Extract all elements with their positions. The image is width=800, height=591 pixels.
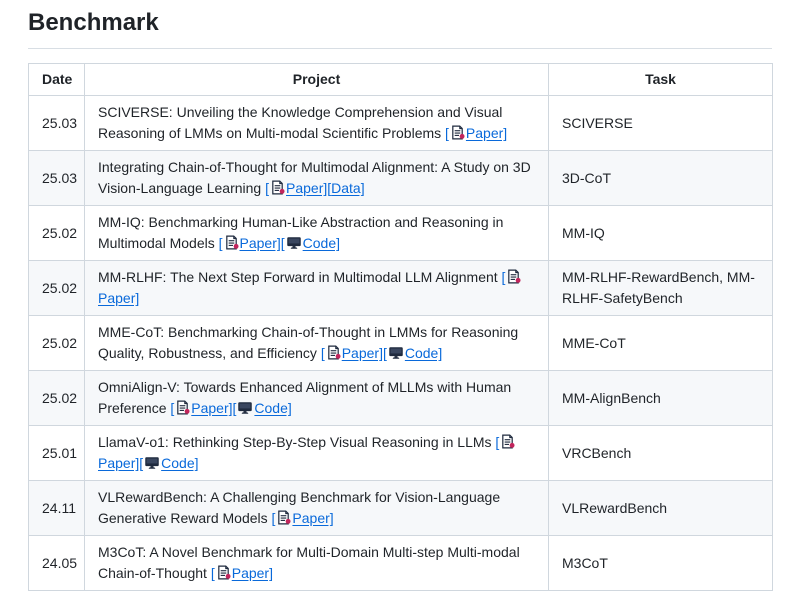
- project-title: LlamaV-o1: Rethinking Step-By-Step Visual Reasoning in LLMs: [98, 434, 496, 450]
- date-cell: 25.02: [29, 371, 85, 426]
- task-cell: SCIVERSE: [549, 96, 773, 151]
- header-project: Project: [85, 64, 549, 96]
- project-cell: [85, 261, 549, 316]
- task-cell: VLRewardBench: [549, 481, 773, 536]
- paper-icon: [270, 180, 285, 195]
- date-cell: 24.05: [29, 536, 85, 591]
- project-title: Integrating Chain-of-Thought for Multimodal Alignment: A Study on 3D Vision-Language Learning: [98, 159, 531, 196]
- date-cell: 25.02: [29, 316, 85, 371]
- paper-icon: [500, 434, 515, 449]
- code-link[interactable]: [ Code]: [382, 345, 443, 361]
- project-cell: [85, 371, 549, 426]
- paper-icon: [224, 235, 239, 250]
- monitor-icon: [286, 235, 302, 250]
- table-row: [29, 261, 773, 316]
- paper-link[interactable]: [ Paper]: [320, 345, 383, 361]
- benchmark-table-body: [29, 96, 773, 591]
- paper-link[interactable]: [ Paper]: [265, 180, 328, 196]
- header-date: Date: [29, 64, 85, 96]
- date-cell: 25.03: [29, 96, 85, 151]
- project-links: [445, 125, 507, 141]
- paper-icon: [216, 565, 231, 580]
- paper-link[interactable]: [ Paper]: [210, 565, 273, 581]
- table-row: [29, 151, 773, 206]
- monitor-icon: [144, 455, 160, 470]
- table-row: [29, 96, 773, 151]
- project-title: MM-IQ: Benchmarking Human-Like Abstraction and Reasoning in Multimodal Models: [98, 214, 504, 251]
- date-cell: 25.02: [29, 261, 85, 316]
- project-links: [272, 510, 334, 526]
- project-cell: [85, 481, 549, 536]
- date-cell: 25.03: [29, 151, 85, 206]
- task-cell: MM-RLHF-RewardBench, MM-RLHF-SafetyBench: [549, 261, 773, 316]
- monitor-icon: [237, 400, 253, 415]
- code-link[interactable]: [ Code]: [232, 400, 292, 416]
- project-title: M3CoT: A Novel Benchmark for Multi-Domain Multi-step Multi-modal Chain-of-Thought: [98, 544, 520, 581]
- date-cell: 25.01: [29, 426, 85, 481]
- table-row: [29, 371, 773, 426]
- code-link[interactable]: [ Code]: [139, 455, 199, 471]
- table-row: [29, 316, 773, 371]
- project-title: MME-CoT: Benchmarking Chain-of-Thought in LMMs for Reasoning Quality, Robustness, and Efficiency: [98, 324, 519, 361]
- task-cell: 3D-CoT: [549, 151, 773, 206]
- project-links: [219, 235, 340, 251]
- table-row: [29, 426, 773, 481]
- benchmark-table: [28, 63, 773, 591]
- paper-icon: [276, 510, 291, 525]
- paper-link[interactable]: [Paper]: [98, 269, 522, 306]
- task-cell: MM-IQ: [549, 206, 773, 261]
- paper-link[interactable]: [ Paper]: [218, 235, 281, 251]
- project-title: MM-RLHF: The Next Step Forward in Multimodal LLM Alignment: [98, 269, 502, 285]
- project-cell: [85, 426, 549, 481]
- paper-icon: [450, 125, 465, 140]
- project-links: [211, 565, 273, 581]
- project-links: [265, 180, 365, 196]
- project-title: OmniAlign-V: Towards Enhanced Alignment of MLLMs with Human Preference: [98, 379, 512, 416]
- paper-link[interactable]: [ Paper]: [445, 125, 508, 141]
- project-links: [170, 400, 291, 416]
- project-links: [321, 345, 442, 361]
- page-title: Benchmark: [28, 8, 772, 49]
- date-cell: 25.02: [29, 206, 85, 261]
- project-cell: [85, 96, 549, 151]
- project-cell: [85, 536, 549, 591]
- monitor-icon: [388, 345, 404, 360]
- paper-icon: [326, 345, 341, 360]
- table-row: [29, 481, 773, 536]
- paper-icon: [175, 400, 190, 415]
- data-link[interactable]: [Data]: [327, 180, 365, 196]
- paper-link[interactable]: [ Paper]: [170, 400, 233, 416]
- table-row: [29, 536, 773, 591]
- table-header: [29, 64, 773, 96]
- project-cell: [85, 206, 549, 261]
- project-title: VLRewardBench: A Challenging Benchmark for Vision-Language Generative Reward Models: [98, 489, 501, 526]
- task-cell: M3CoT: [549, 536, 773, 591]
- task-cell: MM-AlignBench: [549, 371, 773, 426]
- date-cell: 24.11: [29, 481, 85, 536]
- project-title: SCIVERSE: Unveiling the Knowledge Comprehension and Visual Reasoning of LMMs on Multi-modal Scientific Problems: [98, 104, 503, 141]
- table-row: [29, 206, 773, 261]
- task-cell: MME-CoT: [549, 316, 773, 371]
- paper-link[interactable]: [ Paper]: [271, 510, 334, 526]
- code-link[interactable]: [ Code]: [280, 235, 340, 251]
- paper-link[interactable]: [Paper]: [98, 434, 516, 471]
- project-cell: [85, 316, 549, 371]
- task-cell: VRCBench: [549, 426, 773, 481]
- header-task: Task: [549, 64, 773, 96]
- paper-icon: [506, 269, 521, 284]
- project-cell: [85, 151, 549, 206]
